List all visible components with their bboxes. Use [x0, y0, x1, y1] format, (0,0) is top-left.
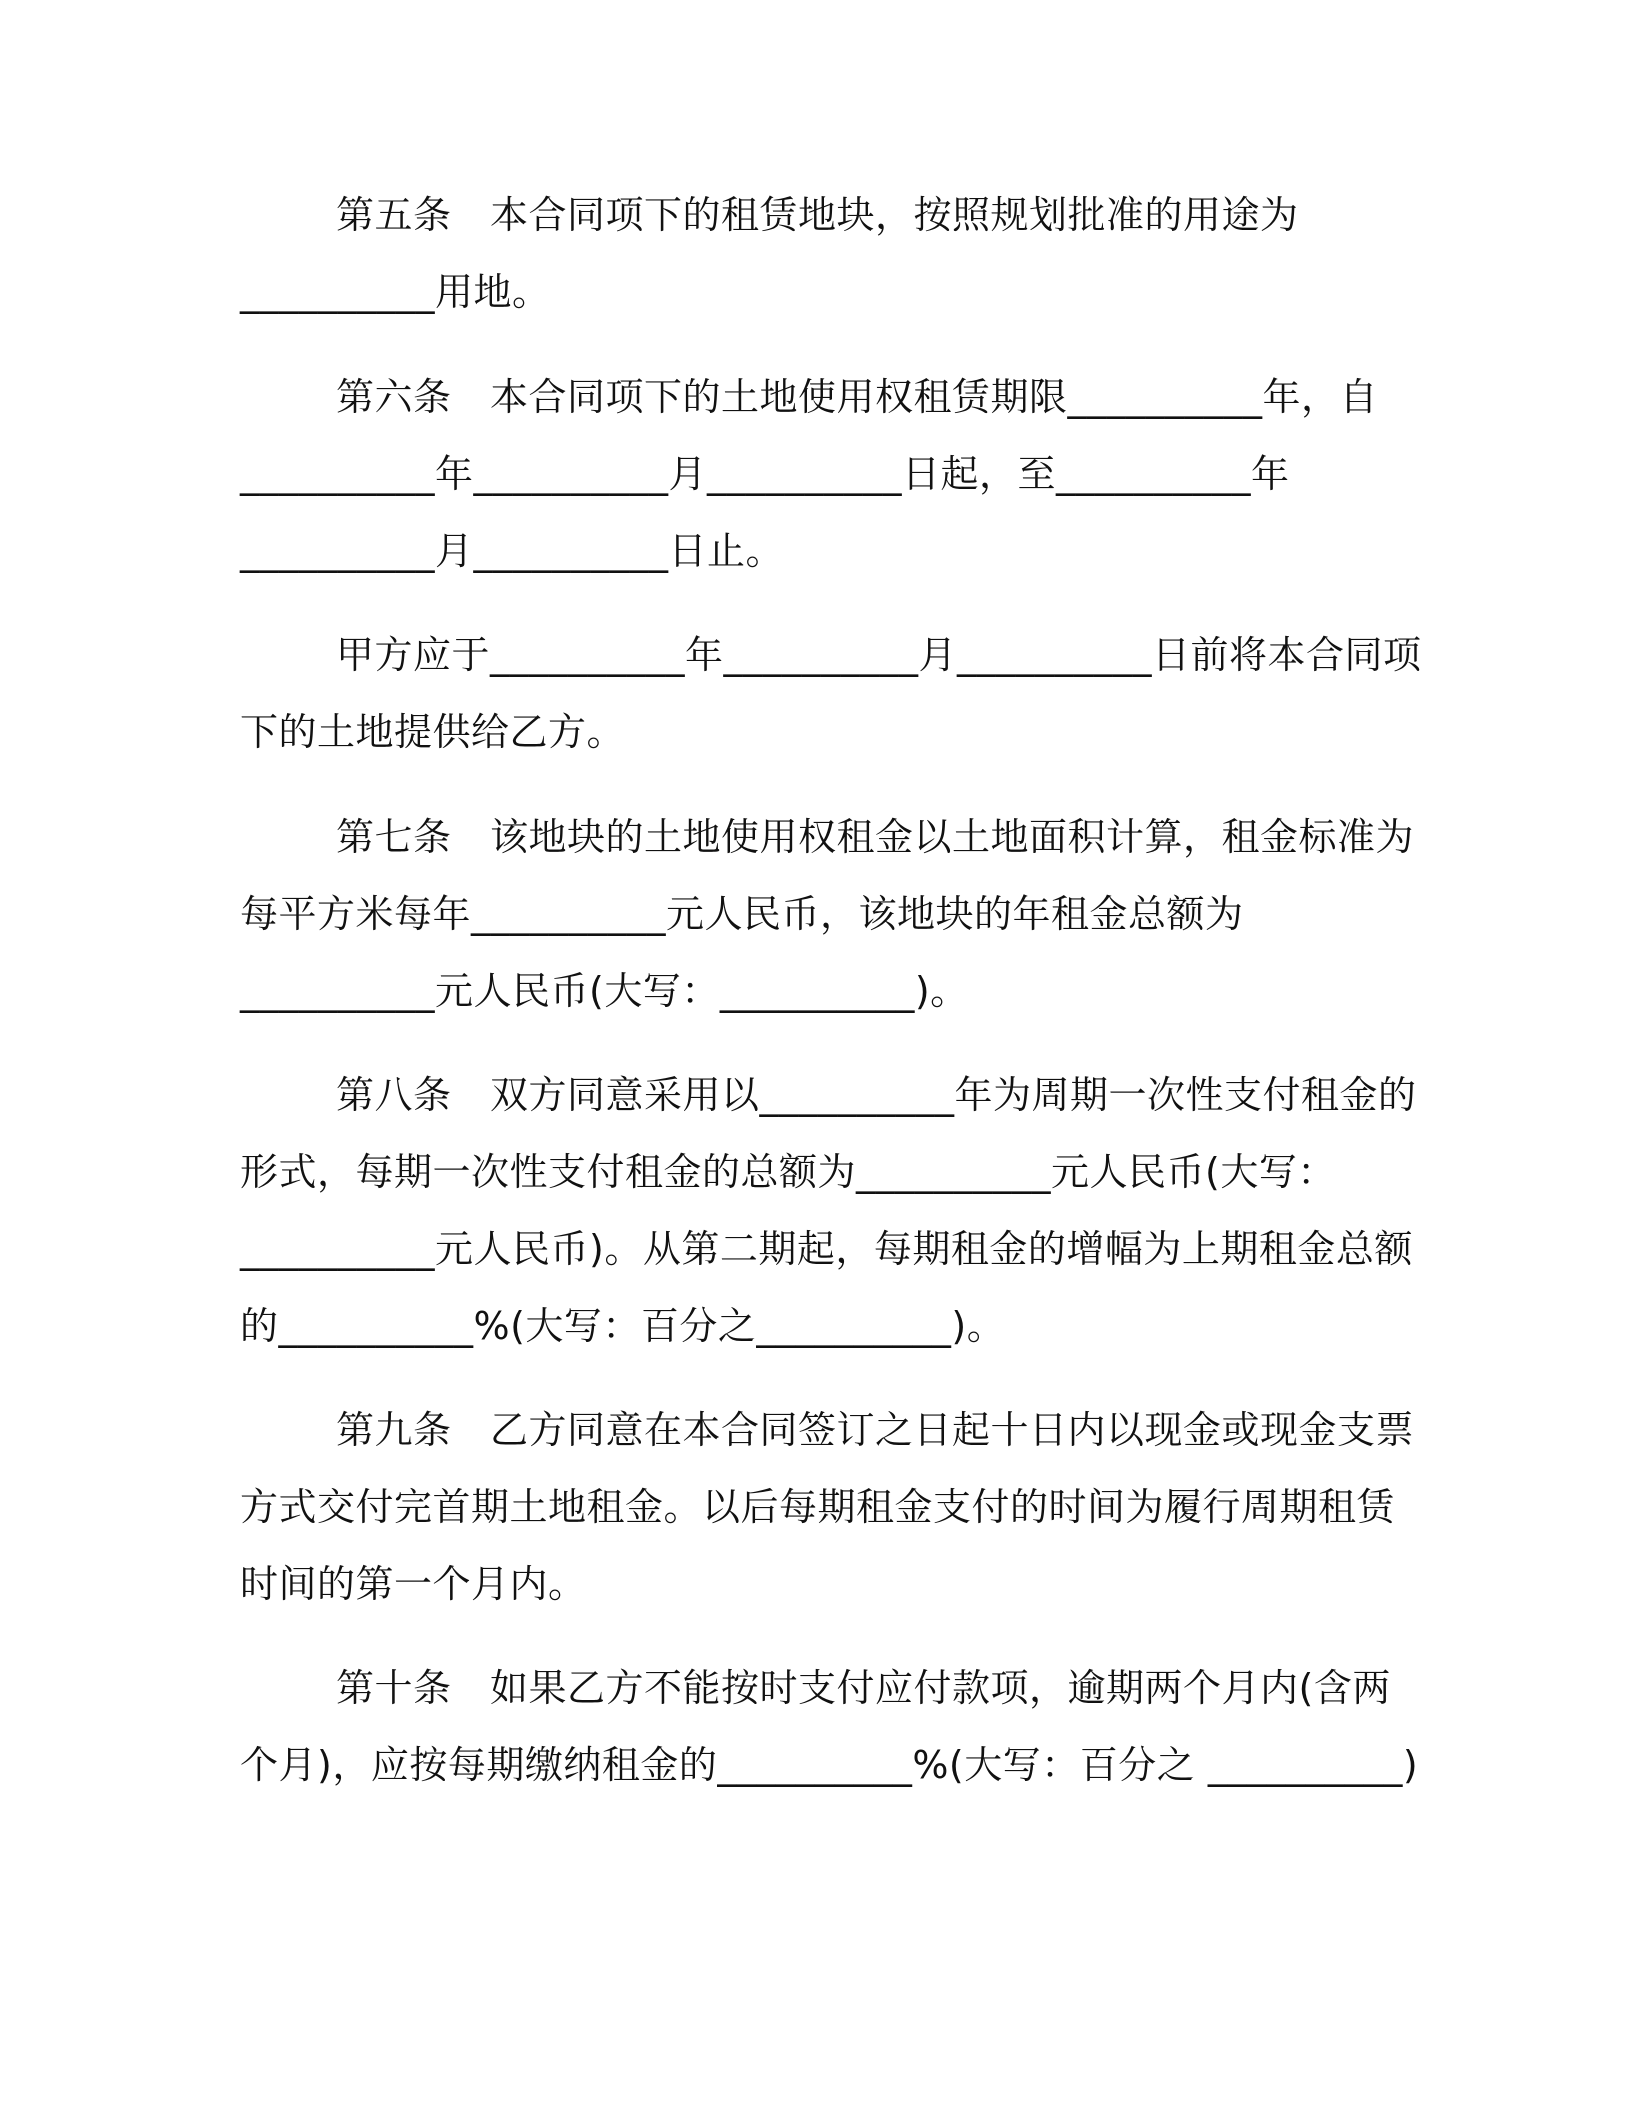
article-6-line-2: __________年__________月__________日起，至__________年 [240, 452, 1290, 496]
article-7-line-1: 第七条 该地块的土地使用权租金以土地面积计算，租金标准为 [336, 815, 1415, 859]
article-9-line-3: 时间的第一个月内。 [240, 1562, 587, 1606]
article-8-line-2: 形式，每期一次性支付租金的总额为__________元人民币(大写： [240, 1150, 1336, 1194]
article-10-line-1: 第十条 如果乙方不能按时支付应付款项，逾期两个月内(含两 [336, 1666, 1391, 1710]
article-6-line-1: 第六条 本合同项下的土地使用权租赁期限__________年，自 [336, 375, 1379, 419]
article-9-line-1: 第九条 乙方同意在本合同签订之日起十日内以现金或现金支票 [336, 1408, 1415, 1452]
handover-line-1: 甲方应于__________年__________月__________日前将本合同项 [336, 633, 1422, 677]
handover-line-2: 下的土地提供给乙方。 [240, 710, 626, 754]
article-7-line-2: 每平方米每年__________元人民币，该地块的年租金总额为 [240, 892, 1244, 936]
article-8-line-1: 第八条 双方同意采用以__________年为周期一次性支付租金的 [336, 1073, 1417, 1117]
article-6-line-3: __________月__________日止。 [240, 529, 785, 573]
article-9-line-2: 方式交付完首期土地租金。以后每期租金支付的时间为履行周期租赁 [240, 1485, 1396, 1529]
article-8-line-3: __________元人民币)。从第二期起，每期租金的增幅为上期租金总额 [240, 1227, 1413, 1271]
article-8-line-4: 的__________%(大写：百分之__________)。 [240, 1304, 1006, 1348]
article-7-line-3: __________元人民币(大写：__________)。 [240, 969, 969, 1013]
article-5-line-2: __________用地。 [240, 270, 551, 314]
article-5-line-1: 第五条 本合同项下的租赁地块，按照规划批准的用途为 [336, 193, 1299, 237]
article-10-line-2: 个月)，应按每期缴纳租金的__________%(大写：百分之 __________) [240, 1743, 1419, 1787]
